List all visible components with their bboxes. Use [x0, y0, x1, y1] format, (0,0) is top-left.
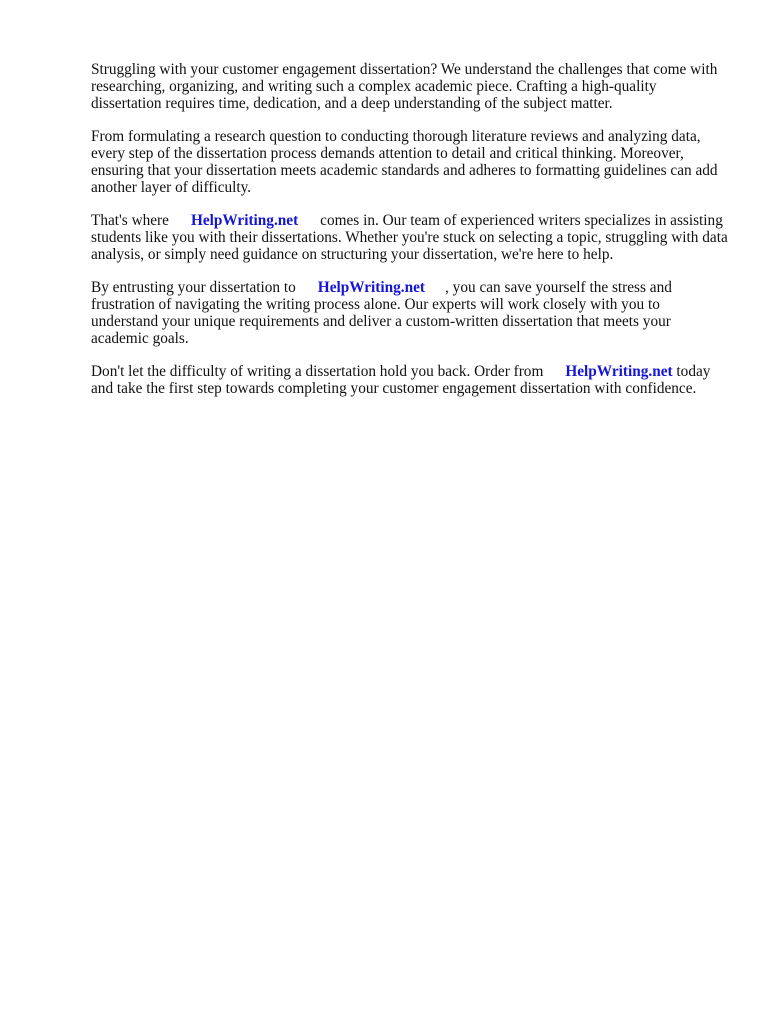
helpwriting-link-2[interactable]: HelpWriting.net	[317, 279, 426, 296]
paragraph-process: From formulating a research question to conducting thorough literature reviews and analyzing data, every step of the dissertation process demands attention to detail and critical thinking. Moreover, ensuring that your dissertation meets academic standards and adheres to formatting guidelines can add another layer of difficulty.	[91, 128, 718, 196]
paragraph-order-rest: today and take the first step towards completing your customer engagement dissertation with confidence.	[91, 363, 711, 397]
helpwriting-link-3[interactable]: HelpWriting.net	[565, 363, 673, 380]
paragraph-order-lead: Don't let the difficulty of writing a dissertation hold you back. Order from	[91, 363, 544, 380]
paragraph-entrusting	[91, 279, 728, 347]
helpwriting-link-1[interactable]: HelpWriting.net	[190, 212, 299, 229]
paragraph-thats-where-rest: comes in. Our team of experienced writers specializes in assisting students like you with their dissertations. Whether you're stuck on selecting a topic, struggling with data analysis, or simply need guidance on structuring your dissertation, we're here to help.	[91, 212, 728, 263]
paragraph-thats-where-lead: That's where	[91, 212, 169, 229]
paragraph-order	[91, 363, 728, 397]
paragraph-intro: Struggling with your customer engagement dissertation? We understand the challenges that come with researching, organizing, and writing such a complex academic piece. Crafting a high-quality dissertation requires time, dedication, and a deep understanding of the subject matter.	[91, 61, 718, 112]
paragraph-entrusting-lead: By entrusting your dissertation to	[91, 279, 296, 296]
paragraph-entrusting-rest: , you can save yourself the stress and frustration of navigating the writing process alone. Our experts will work closely with you to understand your unique requirements and deliver a custom-written dissertation that meets your academic goals.	[91, 279, 672, 347]
paragraph-thats-where	[91, 212, 728, 263]
